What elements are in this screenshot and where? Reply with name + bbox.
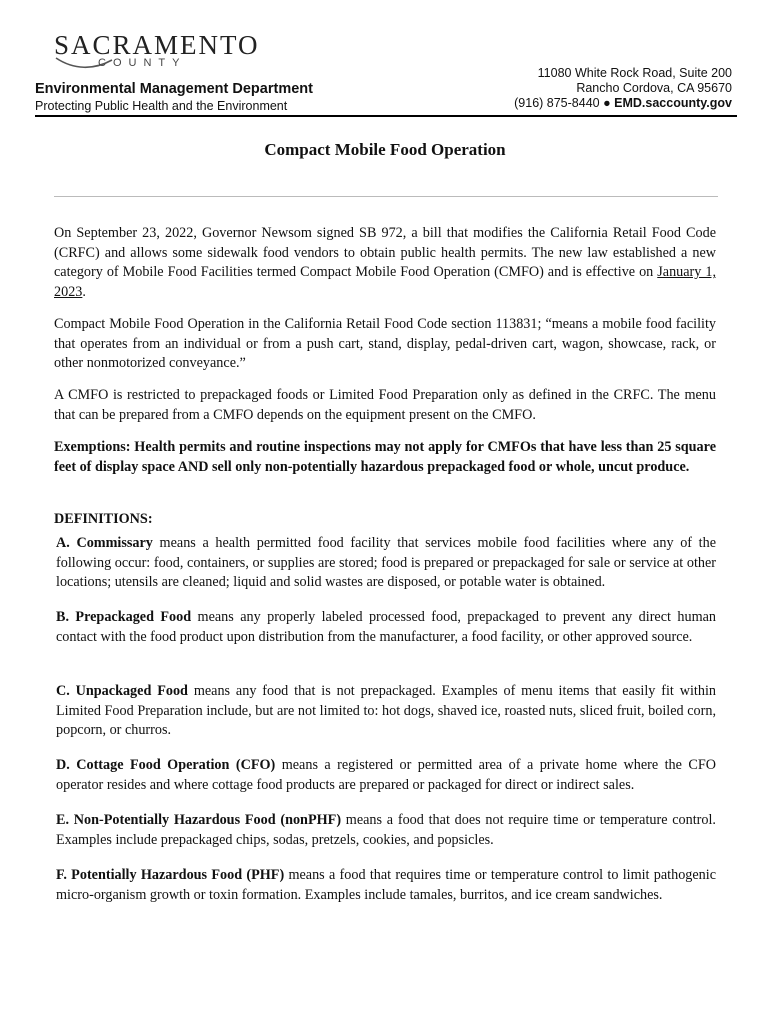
intro-paragraph bbox=[54, 224, 716, 302]
department-name: Environmental Management Department bbox=[35, 81, 313, 97]
definition-text: means a health permitted food facility that services mobile food facilities where any of the following occur: food, containers, or supplies are stored; food is prepared or prepackaged for sale or service at other locations; utensils are cleaned; liquid and solid wastes are disposed, or potable water is obtained. bbox=[56, 535, 716, 590]
definition-term: F. Potentially Hazardous Food (PHF) bbox=[56, 867, 285, 883]
definition-term: C. Unpackaged Food bbox=[56, 683, 188, 699]
definitions-heading: DEFINITIONS: bbox=[54, 511, 153, 527]
restriction-paragraph: A CMFO is restricted to prepackaged foods or Limited Food Preparation only as defined in the CRFC. The menu that can be prepared from a CMFO depends on the equipment present on the CMFO. bbox=[54, 387, 716, 423]
sacramento-county-logo bbox=[54, 30, 260, 74]
definition-term: E. Non-Potentially Hazardous Food (nonPHF) bbox=[56, 812, 342, 828]
effective-date: January 1, 2023 bbox=[54, 264, 716, 300]
definition-unpackaged-food bbox=[56, 682, 716, 741]
definition-term: A. Commissary bbox=[56, 535, 153, 551]
definition-non-phf bbox=[56, 811, 716, 850]
definition-prepackaged-food bbox=[56, 608, 716, 647]
exemptions-paragraph: Exemptions: Health permits and routine inspections may not apply for CMFOs that have less than 25 square feet of display space AND sell only non-potentially hazardous prepackaged food or whole, uncut produce. bbox=[54, 439, 716, 475]
definition-text: means a food that does not require time or temperature control. Examples include prepackaged chips, sodas, pretzels, cookies, and popsicles. bbox=[56, 812, 716, 848]
logo-subtitle: COUNTY bbox=[98, 57, 187, 69]
definition-text: means a registered or permitted area of a private home where the CFO operator resides and where cottage food products are prepared or packaged for direct or indirect sales. bbox=[56, 757, 716, 793]
address-street: 11080 White Rock Road, Suite 200 bbox=[537, 66, 732, 80]
website-link[interactable]: EMD.saccounty.gov bbox=[614, 96, 732, 110]
address-city: Rancho Cordova, CA 95670 bbox=[576, 81, 732, 95]
title-divider bbox=[54, 196, 718, 197]
contact-line bbox=[514, 96, 732, 110]
definition-text: means any food that is not prepackaged. Examples of menu items that easily fit within Limited Food Preparation include, but are not limited to: hot dogs, shaved ice, roasted nuts, sliced fruit, boiled corn, popcorn, or churros. bbox=[56, 683, 716, 738]
header-divider bbox=[35, 115, 737, 117]
bullet-separator: ● bbox=[603, 96, 611, 110]
intro-text: On September 23, 2022, Governor Newsom signed SB 972, a bill that modifies the California Retail Food Code (CRFC) and allows some sidewalk food vendors to obtain public health permits. The new law established a new category of Mobile Food Facilities termed Compact Mobile Food Operation (CMFO) and is effective on bbox=[54, 225, 716, 280]
definition-term: D. Cottage Food Operation (CFO) bbox=[56, 757, 276, 773]
intro-end: . bbox=[82, 283, 86, 300]
definition-text: means any properly labeled processed food, prepackaged to prevent any direct human contact with the food product upon distribution from the manufacturer, a food facility, or other approved source. bbox=[56, 609, 716, 645]
definition-commissary bbox=[56, 534, 716, 593]
definition-phf bbox=[56, 866, 716, 905]
definition-cottage-food-operation bbox=[56, 756, 716, 795]
definition-text: means a food that requires time or temperature control to limit pathogenic micro-organism growth or toxin formation. Examples include tamales, burritos, and ice cream sandwiches. bbox=[56, 867, 717, 903]
document-title: Compact Mobile Food Operation bbox=[264, 140, 506, 159]
phone-number: (916) 875-8440 bbox=[514, 96, 600, 110]
definition-paragraph: Compact Mobile Food Operation in the California Retail Food Code section 113831; “means a mobile food facility that operates from an individual or from a push cart, stand, display, pedal-driven cart, wagon, showcase, rack, or other nonmotorized conveyance.” bbox=[54, 316, 716, 371]
department-tagline: Protecting Public Health and the Environment bbox=[35, 99, 288, 113]
logo-wordmark: SACRAMENTO bbox=[54, 30, 260, 60]
definition-term: B. Prepackaged Food bbox=[56, 609, 192, 625]
